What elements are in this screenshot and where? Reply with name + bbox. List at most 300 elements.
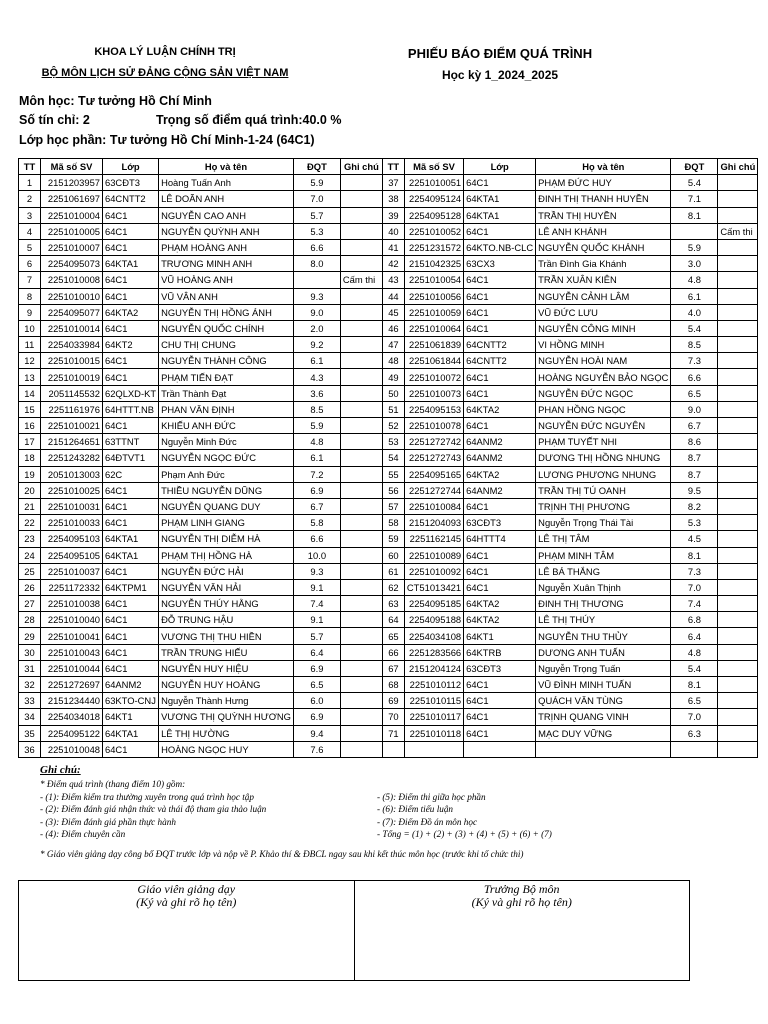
cell-class: 64C1: [464, 693, 536, 709]
cell-student-id: 2254095122: [41, 725, 103, 741]
cell-score: 6.9: [293, 709, 340, 725]
cell-student-id: 2254095128: [404, 207, 463, 223]
notes-footer: * Giáo viên giảng dạy công bố ĐQT trước lớp và nộp về P. Khảo thí & ĐBCL ngay sau khi kết thúc môn học (trước khi tổ chức thi): [40, 848, 524, 859]
cell-note: [340, 596, 382, 612]
cell-score: 7.4: [293, 596, 340, 612]
cell-class: 64C1: [103, 482, 159, 498]
note-left: - (4): Điểm chuyên cần: [40, 829, 126, 839]
cell-tt: 71: [382, 725, 404, 741]
cell-score: 4.8: [671, 644, 718, 660]
cell-note: [718, 401, 758, 417]
cell-full-name: VŨ ĐÌNH MINH TUẤN: [536, 677, 671, 693]
cell-class: 62C: [103, 466, 159, 482]
cell-full-name: PHẠM ĐỨC HUY: [536, 175, 671, 191]
cell-class: 64C1: [103, 644, 159, 660]
cell-full-name: VI HỒNG MINH: [536, 337, 671, 353]
cell-student-id: 2251010117: [404, 709, 463, 725]
table-row: [19, 337, 758, 353]
cell-full-name: PHẠM THỊ HỒNG HÀ: [159, 547, 294, 563]
cell-full-name: NGUYỄN QUỐC KHÁNH: [536, 239, 671, 255]
cell-note: [340, 207, 382, 223]
cell-class: 64C1: [103, 515, 159, 531]
cell-student-id: 2251010056: [404, 288, 463, 304]
cell-note: [340, 401, 382, 417]
cell-note: Cấm thi: [718, 223, 758, 239]
cell-class: 64C1: [103, 369, 159, 385]
cell-tt: 14: [19, 385, 41, 401]
cell-tt: 65: [382, 628, 404, 644]
cell-note: [718, 482, 758, 498]
table-row: [19, 628, 758, 644]
cell-tt: 23: [19, 531, 41, 547]
cell-full-name: DƯƠNG ANH TUẤN: [536, 644, 671, 660]
cell-tt: 15: [19, 401, 41, 417]
cell-full-name: [536, 741, 671, 757]
cell-class: 62QLXD-KT: [103, 385, 159, 401]
cell-tt: 30: [19, 644, 41, 660]
cell-score: 6.5: [671, 693, 718, 709]
cell-class: 64C1: [464, 272, 536, 288]
cell-tt: 66: [382, 644, 404, 660]
cell-tt: 59: [382, 531, 404, 547]
cell-full-name: QUÁCH VĂN TÙNG: [536, 693, 671, 709]
note-line: [40, 791, 740, 804]
cell-note: [340, 741, 382, 757]
cell-full-name: NGUYỄN HUY HOÀNG: [159, 677, 294, 693]
cell-student-id: 2251010015: [41, 353, 103, 369]
cell-score: 6.5: [671, 385, 718, 401]
cell-full-name: TRƯƠNG MINH ANH: [159, 256, 294, 272]
cell-full-name: LÊ DOÃN ANH: [159, 191, 294, 207]
cell-full-name: VŨ ĐỨC LƯU: [536, 304, 671, 320]
cell-student-id: 2254095073: [41, 256, 103, 272]
cell-tt: 62: [382, 579, 404, 595]
cell-class: 64C1: [464, 320, 536, 336]
cell-student-id: 2251010073: [404, 385, 463, 401]
header-score: ĐQT: [293, 159, 340, 175]
cell-class: 64C1: [464, 369, 536, 385]
cell-student-id: 2251061697: [41, 191, 103, 207]
cell-score: 5.9: [293, 175, 340, 191]
cell-class: 64KT2: [103, 337, 159, 353]
cell-score: 6.9: [293, 660, 340, 676]
note-right: - Tổng = (1) + (2) + (3) + (4) + (5) + (6) + (7): [377, 829, 552, 839]
cell-class: 64KTA1: [103, 725, 159, 741]
table-row: [19, 369, 758, 385]
cell-note: [718, 596, 758, 612]
cell-tt: 57: [382, 498, 404, 514]
head-note: (Ký và ghi rõ họ tên): [471, 895, 572, 909]
cell-student-id: 2251061839: [404, 337, 463, 353]
cell-class: 64C1: [103, 223, 159, 239]
cell-class: 64ANM2: [464, 482, 536, 498]
cell-score: 7.1: [671, 191, 718, 207]
cell-class: 64C1: [464, 563, 536, 579]
table-row: [19, 466, 758, 482]
cell-note: [718, 369, 758, 385]
cell-full-name: NGUYỄN CAO ANH: [159, 207, 294, 223]
note-right: - (5): Điểm thi giữa học phần: [377, 791, 486, 802]
table-row: [19, 385, 758, 401]
table-row: [19, 531, 758, 547]
cell-full-name: NGUYỄN QUANG DUY: [159, 498, 294, 514]
cell-tt: 36: [19, 741, 41, 757]
cell-score: 9.3: [293, 563, 340, 579]
cell-full-name: TRẦN TRUNG HIẾU: [159, 644, 294, 660]
cell-student-id: 2251010092: [404, 563, 463, 579]
table-row: [19, 644, 758, 660]
cell-tt: 40: [382, 223, 404, 239]
cell-tt: 26: [19, 579, 41, 595]
cell-tt: 53: [382, 434, 404, 450]
cell-score: 6.3: [671, 725, 718, 741]
cell-tt: 12: [19, 353, 41, 369]
cell-note: [340, 612, 382, 628]
header-student-id: Mã số SV: [404, 159, 463, 175]
signature-table: [18, 880, 690, 981]
cell-class: 64C1: [464, 677, 536, 693]
cell-full-name: NGUYỄN THÚY HẰNG: [159, 596, 294, 612]
table-row: [19, 547, 758, 563]
cell-tt: 55: [382, 466, 404, 482]
header-score: ĐQT: [671, 159, 718, 175]
cell-class: 64C1: [464, 547, 536, 563]
cell-student-id: 2251010010: [41, 288, 103, 304]
cell-student-id: 2254033984: [41, 337, 103, 353]
cell-full-name: Nguyễn Xuân Thịnh: [536, 579, 671, 595]
cell-class: 64ANM2: [103, 677, 159, 693]
cell-score: 8.6: [671, 434, 718, 450]
cell-student-id: 2151204093: [404, 515, 463, 531]
table-row: [19, 709, 758, 725]
table-row: [19, 693, 758, 709]
table-row: [19, 498, 758, 514]
cell-note: [718, 741, 758, 757]
cell-class: 64KTO.NB-CLC: [464, 239, 536, 255]
cell-student-id: 2251010038: [41, 596, 103, 612]
cell-class: 64C1: [103, 320, 159, 336]
teacher-signature-box: [19, 881, 355, 981]
department-name: BỘ MÔN LỊCH SỬ ĐẢNG CỘNG SẢN VIỆT NAM: [41, 67, 289, 79]
cell-note: [718, 677, 758, 693]
notes-title: Ghi chú:: [40, 764, 81, 776]
cell-student-id: 2251010025: [41, 482, 103, 498]
cell-score: 6.0: [293, 693, 340, 709]
cell-full-name: NGUYỄN ĐỨC HẢI: [159, 563, 294, 579]
cell-student-id: 2251283566: [404, 644, 463, 660]
cell-student-id: 2254095103: [41, 531, 103, 547]
cell-tt: [382, 741, 404, 757]
table-row: [19, 207, 758, 223]
cell-full-name: TRỊNH QUANG VINH: [536, 709, 671, 725]
cell-score: 2.0: [293, 320, 340, 336]
cell-tt: 44: [382, 288, 404, 304]
cell-note: [718, 579, 758, 595]
cell-full-name: NGUYỄN ĐỨC NGỌC: [536, 385, 671, 401]
cell-student-id: 2254095105: [41, 547, 103, 563]
cell-score: 6.7: [671, 418, 718, 434]
cell-tt: 19: [19, 466, 41, 482]
cell-class: 64C1: [103, 418, 159, 434]
cell-student-id: 2254095124: [404, 191, 463, 207]
cell-score: 5.8: [293, 515, 340, 531]
cell-tt: 52: [382, 418, 404, 434]
header-full-name: Họ và tên: [159, 159, 294, 175]
cell-full-name: TRẦN THỊ HUYỀN: [536, 207, 671, 223]
cell-score: [671, 741, 718, 757]
table-row: [19, 612, 758, 628]
cell-student-id: 2251010043: [41, 644, 103, 660]
cell-tt: 5: [19, 239, 41, 255]
cell-class: 64KT1: [103, 709, 159, 725]
cell-student-id: 2251010004: [41, 207, 103, 223]
cell-tt: 37: [382, 175, 404, 191]
cell-student-id: 2251161976: [41, 401, 103, 417]
cell-class: 63CĐT3: [464, 515, 536, 531]
table-row: [19, 725, 758, 741]
cell-score: 6.6: [293, 531, 340, 547]
cell-class: 64C1: [464, 498, 536, 514]
cell-full-name: CHU THỊ CHUNG: [159, 337, 294, 353]
report-title: PHIẾU BÁO ĐIỂM QUÁ TRÌNH: [407, 46, 593, 61]
cell-tt: 34: [19, 709, 41, 725]
cell-student-id: 2251243282: [41, 450, 103, 466]
cell-score: 8.7: [671, 466, 718, 482]
cell-full-name: NGUYỄN THỊ HỒNG ÁNH: [159, 304, 294, 320]
cell-student-id: 2254095153: [404, 401, 463, 417]
cell-full-name: PHẠM TUYẾT NHI: [536, 434, 671, 450]
header-tt: TT: [19, 159, 41, 175]
cell-tt: 38: [382, 191, 404, 207]
cell-tt: 43: [382, 272, 404, 288]
cell-student-id: 2151042325: [404, 256, 463, 272]
weight-line: Trọng số điểm quá trình:40.0 %: [156, 113, 342, 127]
cell-class: 64KTA2: [103, 304, 159, 320]
cell-class: 63CĐT3: [103, 175, 159, 191]
cell-full-name: KHIẾU ANH ĐỨC: [159, 418, 294, 434]
cell-full-name: LÊ THỊ THÚY: [536, 612, 671, 628]
cell-class: 64KTA1: [464, 207, 536, 223]
cell-score: 6.1: [671, 288, 718, 304]
cell-student-id: 2254034108: [404, 628, 463, 644]
cell-note: [340, 660, 382, 676]
cell-student-id: 2251010112: [404, 677, 463, 693]
cell-score: 3.0: [671, 256, 718, 272]
note-line: [40, 828, 740, 841]
teacher-title: Giáo viên giảng dạy: [137, 882, 236, 896]
cell-tt: 45: [382, 304, 404, 320]
cell-full-name: NGUYỄN VĂN HẢI: [159, 579, 294, 595]
cell-score: 8.1: [671, 207, 718, 223]
table-row: [19, 741, 758, 757]
cell-student-id: 2254095188: [404, 612, 463, 628]
cell-score: 6.6: [671, 369, 718, 385]
cell-tt: 33: [19, 693, 41, 709]
cell-student-id: 2151264651: [41, 434, 103, 450]
cell-class: 64C1: [103, 741, 159, 757]
cell-note: [340, 547, 382, 563]
head-signature-box: [354, 881, 690, 981]
cell-class: 64ĐTVT1: [103, 450, 159, 466]
table-row: [19, 223, 758, 239]
cell-class: 64CNTT2: [464, 337, 536, 353]
cell-tt: 41: [382, 239, 404, 255]
table-row: [19, 563, 758, 579]
cell-student-id: 2251010014: [41, 320, 103, 336]
cell-student-id: 2251010078: [404, 418, 463, 434]
cell-note: [340, 628, 382, 644]
cell-score: 9.0: [293, 304, 340, 320]
class-section-line: Lớp học phần: Tư tưởng Hồ Chí Minh-1-24 (64C1): [19, 133, 315, 147]
cell-tt: 24: [19, 547, 41, 563]
cell-full-name: Nguyễn Trọng Tuấn: [536, 660, 671, 676]
cell-class: 64C1: [464, 709, 536, 725]
cell-class: 64C1: [103, 612, 159, 628]
cell-class: 64C1: [464, 304, 536, 320]
cell-tt: 16: [19, 418, 41, 434]
cell-note: [340, 644, 382, 660]
cell-student-id: 2251010059: [404, 304, 463, 320]
cell-class: 64HTTT.NB: [103, 401, 159, 417]
cell-score: 4.8: [671, 272, 718, 288]
cell-full-name: NGUYỄN HOÀI NAM: [536, 353, 671, 369]
cell-tt: 9: [19, 304, 41, 320]
cell-score: 5.4: [671, 175, 718, 191]
cell-score: 6.1: [293, 353, 340, 369]
cell-student-id: 2251061844: [404, 353, 463, 369]
cell-student-id: 2151204124: [404, 660, 463, 676]
cell-note: [340, 223, 382, 239]
cell-score: 6.4: [671, 628, 718, 644]
head-title: Trưởng Bộ môn: [483, 882, 560, 896]
cell-score: 4.3: [293, 369, 340, 385]
cell-score: 6.6: [293, 239, 340, 255]
cell-full-name: PHAN HỒNG NGỌC: [536, 401, 671, 417]
cell-full-name: ĐỖ TRUNG HẬU: [159, 612, 294, 628]
cell-note: [340, 304, 382, 320]
cell-full-name: Nguyễn Trọng Thái Tài: [536, 515, 671, 531]
cell-full-name: VƯƠNG THỊ THU HIỀN: [159, 628, 294, 644]
cell-full-name: Trần Đình Gia Khánh: [536, 256, 671, 272]
cell-full-name: Nguyễn Thành Hưng: [159, 693, 294, 709]
cell-note: [718, 709, 758, 725]
cell-score: 9.2: [293, 337, 340, 353]
cell-note: [718, 256, 758, 272]
cell-class: 64C1: [464, 288, 536, 304]
note-line: [40, 816, 740, 829]
table-row: [19, 401, 758, 417]
cell-note: [340, 434, 382, 450]
table-row: [19, 450, 758, 466]
cell-class: 64CNTT2: [103, 191, 159, 207]
cell-class: 64KTA2: [464, 612, 536, 628]
cell-class: 63TTNT: [103, 434, 159, 450]
cell-class: 63CX3: [464, 256, 536, 272]
cell-note: [340, 239, 382, 255]
cell-tt: 11: [19, 337, 41, 353]
cell-tt: 61: [382, 563, 404, 579]
cell-tt: 2: [19, 191, 41, 207]
table-row: [19, 288, 758, 304]
cell-note: [718, 563, 758, 579]
cell-score: 5.7: [293, 207, 340, 223]
cell-class: 64C1: [464, 223, 536, 239]
cell-student-id: 2051013003: [41, 466, 103, 482]
cell-class: 64HTTT4: [464, 531, 536, 547]
cell-class: 64ANM2: [464, 450, 536, 466]
cell-note: [718, 547, 758, 563]
cell-full-name: Nguyễn Minh Đức: [159, 434, 294, 450]
cell-student-id: 2251010041: [41, 628, 103, 644]
table-row: [19, 579, 758, 595]
cell-class: 64KTA2: [464, 401, 536, 417]
header-class: Lớp: [464, 159, 536, 175]
grades-table: [18, 158, 758, 758]
cell-tt: 6: [19, 256, 41, 272]
cell-score: 7.6: [293, 741, 340, 757]
table-row: [19, 272, 758, 288]
cell-full-name: DƯƠNG THỊ HỒNG NHUNG: [536, 450, 671, 466]
cell-note: [718, 353, 758, 369]
cell-score: 4.0: [671, 304, 718, 320]
table-row: [19, 353, 758, 369]
cell-note: [340, 709, 382, 725]
cell-score: 5.9: [671, 239, 718, 255]
cell-note: [340, 466, 382, 482]
cell-class: 63KTO-CNJ: [103, 693, 159, 709]
cell-class: 64C1: [464, 418, 536, 434]
cell-tt: 1: [19, 175, 41, 191]
cell-note: [340, 677, 382, 693]
cell-student-id: 2251010008: [41, 272, 103, 288]
cell-student-id: 2251010052: [404, 223, 463, 239]
cell-score: 8.1: [671, 547, 718, 563]
cell-score: 5.4: [671, 320, 718, 336]
cell-tt: 7: [19, 272, 41, 288]
cell-full-name: NGUYỄN ĐỨC NGUYÊN: [536, 418, 671, 434]
cell-note: [718, 644, 758, 660]
cell-class: 64KT1: [464, 628, 536, 644]
cell-class: 64C1: [103, 498, 159, 514]
cell-note: [340, 320, 382, 336]
header-tt: TT: [382, 159, 404, 175]
cell-note: [718, 450, 758, 466]
cell-note: [340, 515, 382, 531]
cell-class: 64C1: [103, 660, 159, 676]
cell-tt: 68: [382, 677, 404, 693]
cell-student-id: 2251010019: [41, 369, 103, 385]
cell-score: 3.6: [293, 385, 340, 401]
cell-tt: 27: [19, 596, 41, 612]
cell-note: [718, 434, 758, 450]
cell-class: 64C1: [464, 175, 536, 191]
cell-class: 64C1: [103, 288, 159, 304]
header-note: Ghi chú: [340, 159, 382, 175]
credits-line: Số tín chỉ: 2: [19, 113, 90, 127]
cell-score: 8.5: [293, 401, 340, 417]
cell-student-id: 2251010072: [404, 369, 463, 385]
cell-tt: 28: [19, 612, 41, 628]
cell-student-id: 2251010033: [41, 515, 103, 531]
cell-score: 9.3: [293, 288, 340, 304]
cell-tt: 63: [382, 596, 404, 612]
cell-full-name: PHẠM LINH GIANG: [159, 515, 294, 531]
cell-tt: 54: [382, 450, 404, 466]
cell-full-name: LÊ ANH KHÁNH: [536, 223, 671, 239]
cell-score: [671, 223, 718, 239]
header-note: Ghi chú: [718, 159, 758, 175]
cell-tt: 35: [19, 725, 41, 741]
